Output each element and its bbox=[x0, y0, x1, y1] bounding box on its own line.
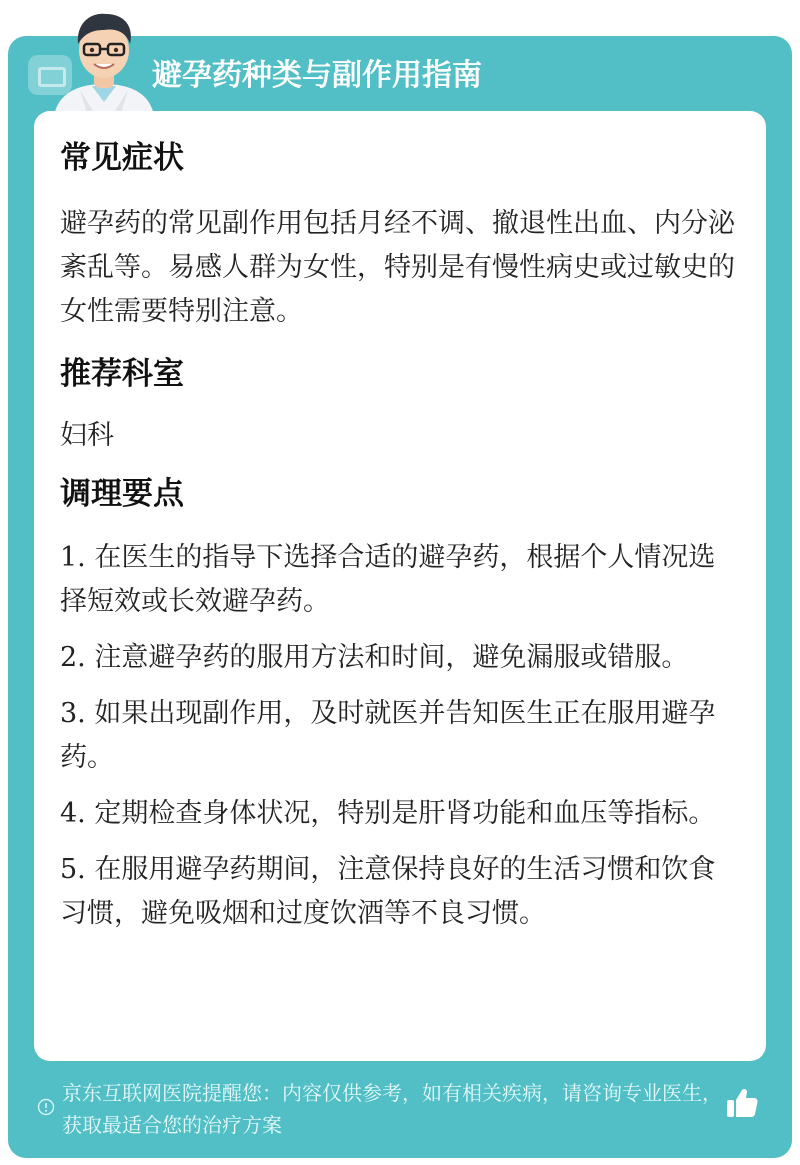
section-title-care: 调理要点 bbox=[60, 476, 184, 512]
care-item-number: 1. bbox=[60, 542, 86, 573]
page-title: 避孕药种类与副作用指南 bbox=[152, 58, 482, 93]
care-item-number: 3. bbox=[60, 698, 86, 729]
care-item-text: 如果出现副作用，及时就医并告知医生正在服用避孕药。 bbox=[60, 698, 716, 773]
care-item-number: 2. bbox=[60, 642, 86, 673]
content-area bbox=[60, 138, 740, 936]
section-title-symptoms: 常见症状 bbox=[60, 140, 184, 176]
disclaimer-text: 京东互联网医院提醒您：内容仅供参考，如有相关疾病，请咨询专业医生，获取最适合您的治疗方案 bbox=[62, 1081, 722, 1137]
doctor-avatar bbox=[44, 4, 164, 116]
care-item bbox=[60, 692, 740, 780]
care-item-text: 在医生的指导下选择合适的避孕药，根据个人情况选择短效或长效避孕药。 bbox=[60, 542, 716, 617]
care-item-text: 定期检查身体状况，特别是肝肾功能和血压等指标。 bbox=[94, 798, 716, 829]
info-icon bbox=[37, 1098, 55, 1116]
care-item-text: 注意避孕药的服用方法和时间，避免漏服或错服。 bbox=[94, 642, 689, 673]
section-title-department: 推荐科室 bbox=[60, 356, 184, 392]
care-item-text: 在服用避孕药期间，注意保持良好的生活习惯和饮食习惯，避免吸烟和过度饮酒等不良习惯。 bbox=[60, 854, 716, 929]
department-text: 妇科 bbox=[60, 420, 114, 451]
care-item bbox=[60, 792, 740, 836]
thumbs-up-icon[interactable] bbox=[724, 1085, 760, 1121]
care-item bbox=[60, 848, 740, 936]
care-item-number: 4. bbox=[60, 798, 86, 829]
symptoms-text: 避孕药的常见副作用包括月经不调、撤退性出血、内分泌紊乱等。易感人群为女性，特别是有慢性病史或过敏史的女性需要特别注意。 bbox=[60, 208, 735, 327]
care-item-number: 5. bbox=[60, 854, 86, 885]
care-item bbox=[60, 636, 740, 680]
care-item bbox=[60, 536, 740, 624]
